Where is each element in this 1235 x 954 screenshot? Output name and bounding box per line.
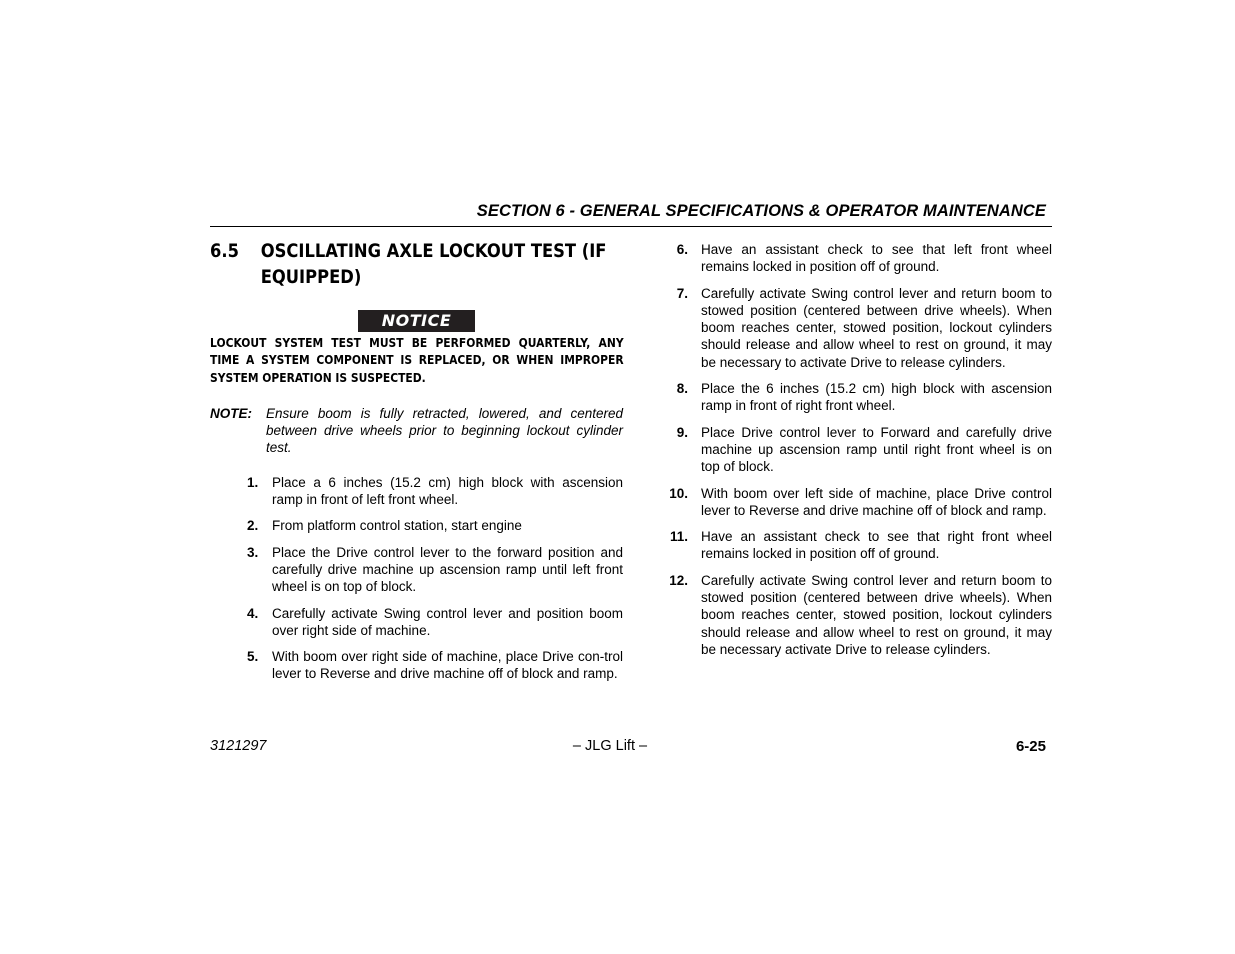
step-number: 8. xyxy=(676,381,688,397)
notice-text: LOCKOUT SYSTEM TEST MUST BE PERFORMED QUARTERLY, ANY TIME A SYSTEM COMPONENT IS REPLACED, OR WHEN IMPROPER SYSTEM OPERATION IS SUSPECTED. xyxy=(210,336,624,385)
step-number: 6. xyxy=(676,242,688,257)
step-text: Carefully activate Swing control lever and return boom to stowed position (centered between drive wheels). When boom reaches center, stowed position, lockout cylinders should release and allow wheel to rest on ground, it may be necessary to activate Drive to release cylinders. xyxy=(701,285,1052,370)
step-number: 3. xyxy=(247,544,259,560)
note-text: Ensure boom is fully retracted, lowered, and centered between drive wheels prior to beginning lockout cylinder test. xyxy=(266,405,623,456)
section-heading xyxy=(210,238,623,290)
step-number: 12. xyxy=(669,572,688,588)
step-number: 1. xyxy=(247,474,259,490)
step-text: Place the 6 inches (15.2 cm) high block with ascension ramp in front of right front wheel. xyxy=(701,381,1052,414)
list-item xyxy=(664,285,1052,371)
step-number: 5. xyxy=(247,649,259,665)
step-number: 2. xyxy=(247,518,259,534)
section-title: OSCILLATING AXLE LOCKOUT TEST (IF EQUIPPED) xyxy=(260,240,607,288)
step-text: Have an assistant check to see that left front wheel remains locked in position off of ground. xyxy=(701,242,1052,275)
step-text: Place the Drive control lever to the forward position and carefully drive machine up ascension ramp until left front wheel is on top of block. xyxy=(272,544,623,595)
list-item xyxy=(664,424,1052,476)
steps-list-left xyxy=(210,474,623,683)
step-text: Place a 6 inches (15.2 cm) high block with ascension ramp in front of left front wheel. xyxy=(272,474,623,508)
header-divider xyxy=(210,226,1052,227)
notice-badge: NOTICE xyxy=(358,310,475,332)
step-text: From platform control station, start engine xyxy=(272,518,522,534)
list-item xyxy=(247,605,623,640)
step-text: Have an assistant check to see that right front wheel remains locked in position off of ground. xyxy=(701,529,1052,562)
list-item xyxy=(664,572,1052,658)
notice-block xyxy=(210,310,623,332)
step-number: 7. xyxy=(676,285,688,301)
list-item xyxy=(247,544,623,596)
list-item xyxy=(247,474,623,509)
step-text: Carefully activate Swing control lever and position boom over right side of machine. xyxy=(272,605,623,638)
right-column xyxy=(664,241,1052,667)
list-item xyxy=(247,517,623,534)
step-number: 4. xyxy=(247,605,259,621)
document-number: 3121297 xyxy=(210,738,267,754)
step-number: 10. xyxy=(669,485,688,501)
list-item xyxy=(664,485,1052,520)
step-text: With boom over right side of machine, place Drive con-trol lever to Reverse and drive machine off of block and ramp. xyxy=(272,649,623,682)
note-label: NOTE: xyxy=(210,405,252,421)
step-text: Place Drive control lever to Forward and carefully drive machine up ascension ramp until right front wheel is on top of block. xyxy=(701,424,1052,475)
section-number: 6.5 xyxy=(210,240,239,262)
section-header-title: SECTION 6 - GENERAL SPECIFICATIONS & OPERATOR MAINTENANCE xyxy=(476,202,1046,220)
list-item xyxy=(664,528,1052,563)
step-text: With boom over left side of machine, place Drive control lever to Reverse and drive machine off of block and ramp. xyxy=(701,485,1052,518)
list-item xyxy=(247,648,623,683)
step-text: Carefully activate Swing control lever and return boom to stowed position (centered between drive wheels). When boom reaches center, stowed position, lockout cylinders should release and allow wheel to rest on ground, it may be necessary activate Drive to release cylinders. xyxy=(701,572,1052,657)
note-block xyxy=(210,405,623,457)
footer-brand: – JLG Lift – xyxy=(572,738,648,754)
step-number: 11. xyxy=(669,529,688,545)
list-item xyxy=(664,241,1052,276)
steps-list-right xyxy=(664,241,1052,658)
left-column xyxy=(210,238,623,692)
page-number: 6-25 xyxy=(1015,738,1046,755)
list-item xyxy=(664,380,1052,415)
step-number: 9. xyxy=(676,424,688,440)
